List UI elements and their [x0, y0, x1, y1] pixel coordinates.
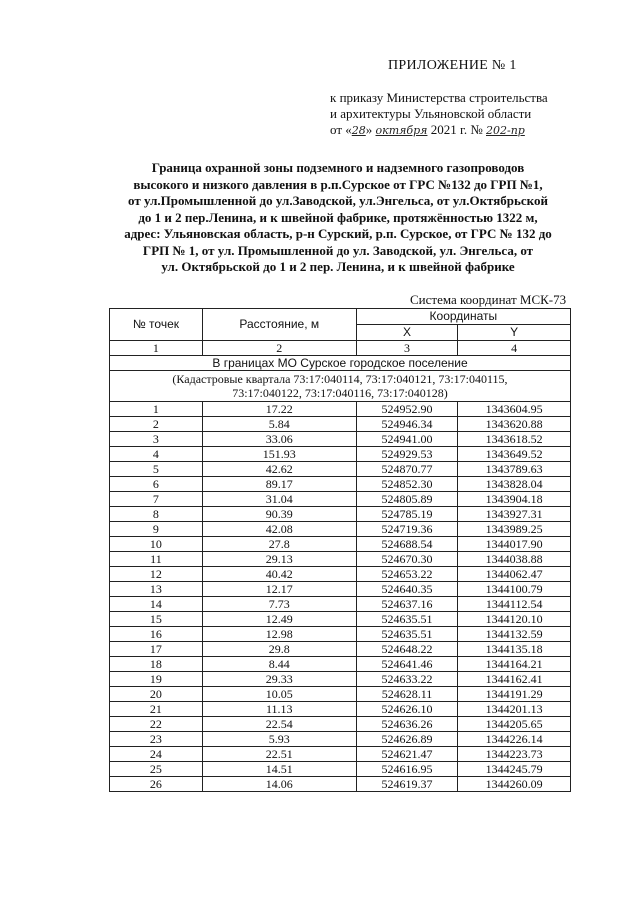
- header-y: Y: [458, 325, 571, 341]
- point-number: 7: [110, 492, 203, 507]
- table-row: [110, 597, 571, 612]
- table-row: [110, 687, 571, 702]
- point-number: 4: [110, 447, 203, 462]
- distance-value: 33.06: [202, 432, 356, 447]
- distance-value: 151.93: [202, 447, 356, 462]
- y-coordinate: 1344164.21: [458, 657, 571, 672]
- y-coordinate: 1343620.88: [458, 417, 571, 432]
- y-coordinate: 1344100.79: [458, 582, 571, 597]
- x-coordinate: 524640.35: [356, 582, 458, 597]
- title-line: высокого и низкого давления в р.п.Сурское от ГРС №132 до ГРП №1,: [133, 176, 543, 192]
- distance-value: 29.13: [202, 552, 356, 567]
- handwritten-number: 202-пр: [486, 124, 525, 137]
- table-row: [110, 732, 571, 747]
- title-line: от ул.Промышленной до ул.Заводской, ул.Энгельса, от ул.Октябрьской: [127, 193, 548, 208]
- x-coordinate: 524619.37: [356, 777, 458, 792]
- distance-value: 11.13: [202, 702, 356, 717]
- y-coordinate: 1343649.52: [458, 447, 571, 462]
- y-coordinate: 1344162.41: [458, 672, 571, 687]
- point-number: 24: [110, 747, 203, 762]
- x-coordinate: 524637.16: [356, 597, 458, 612]
- distance-value: 10.05: [202, 687, 356, 702]
- x-coordinate: 524653.22: [356, 567, 458, 582]
- handwritten-day: 28: [351, 124, 366, 137]
- distance-value: 31.04: [202, 492, 356, 507]
- x-coordinate: 524670.30: [356, 552, 458, 567]
- table-row: [110, 762, 571, 777]
- distance-value: 12.49: [202, 612, 356, 627]
- x-coordinate: 524626.10: [356, 702, 458, 717]
- point-number: 2: [110, 417, 203, 432]
- x-coordinate: 524941.00: [356, 432, 458, 447]
- x-coordinate: 524688.54: [356, 537, 458, 552]
- order-line-2: и архитектуры Ульяновской области: [330, 106, 532, 121]
- title-line: адрес: Ульяновская область, р-н Сурский, р.п. Сурское, от ГРС № 132 до: [124, 226, 552, 241]
- x-coordinate: 524621.47: [356, 747, 458, 762]
- point-number: 21: [110, 702, 203, 717]
- point-number: 22: [110, 717, 203, 732]
- point-number: 5: [110, 462, 203, 477]
- x-coordinate: 524946.34: [356, 417, 458, 432]
- point-number: 11: [110, 552, 203, 567]
- distance-value: 12.17: [202, 582, 356, 597]
- title-line: Граница охранной зоны подземного и надземного газопроводов: [151, 160, 525, 175]
- column-number: 2: [202, 341, 356, 356]
- date-year: 2021 г. №: [430, 122, 483, 137]
- point-number: 17: [110, 642, 203, 657]
- table-row: [110, 702, 571, 717]
- x-coordinate: 524852.30: [356, 477, 458, 492]
- point-number: 20: [110, 687, 203, 702]
- y-coordinate: 1344038.88: [458, 552, 571, 567]
- table-row: [110, 447, 571, 462]
- x-coordinate: 524616.95: [356, 762, 458, 777]
- point-number: 10: [110, 537, 203, 552]
- distance-value: 29.8: [202, 642, 356, 657]
- zone-row: В границах МО Сурское городское поселение: [110, 356, 571, 371]
- point-number: 19: [110, 672, 203, 687]
- table-row: [110, 582, 571, 597]
- distance-value: 29.33: [202, 672, 356, 687]
- y-coordinate: 1344135.18: [458, 642, 571, 657]
- table-row: [110, 477, 571, 492]
- x-coordinate: 524952.90: [356, 402, 458, 417]
- table-row: [110, 567, 571, 582]
- x-coordinate: 524635.51: [356, 612, 458, 627]
- y-coordinate: 1343828.04: [458, 477, 571, 492]
- y-coordinate: 1344132.59: [458, 627, 571, 642]
- distance-value: 5.84: [202, 417, 356, 432]
- cadastral-line: 73:17:040122, 73:17:040116, 73:17:040128): [232, 386, 448, 400]
- distance-value: 27.8: [202, 537, 356, 552]
- x-coordinate: 524633.22: [356, 672, 458, 687]
- x-coordinate: 524641.46: [356, 657, 458, 672]
- point-number: 14: [110, 597, 203, 612]
- x-coordinate: 524635.51: [356, 627, 458, 642]
- title-line: до 1 и 2 пер.Ленина, и к швейной фабрике, протяжённостью 1322 м,: [138, 209, 538, 225]
- point-number: 3: [110, 432, 203, 447]
- x-coordinate: 524719.36: [356, 522, 458, 537]
- distance-value: 42.08: [202, 522, 356, 537]
- y-coordinate: 1344017.90: [458, 537, 571, 552]
- point-number: 15: [110, 612, 203, 627]
- x-coordinate: 524805.89: [356, 492, 458, 507]
- point-number: 1: [110, 402, 203, 417]
- table-row: [110, 522, 571, 537]
- y-coordinate: 1343789.63: [458, 462, 571, 477]
- point-number: 16: [110, 627, 203, 642]
- table-row: [110, 552, 571, 567]
- header-distance: Расстояние, м: [202, 309, 356, 341]
- y-coordinate: 1344205.65: [458, 717, 571, 732]
- distance-value: 7.73: [202, 597, 356, 612]
- order-line-1: к приказу Министерства строительства: [330, 90, 548, 105]
- column-number: 3: [356, 341, 458, 356]
- date-prefix: от «: [330, 122, 352, 137]
- header-points: № точек: [110, 309, 203, 341]
- table-row: [110, 402, 571, 417]
- table-row: [110, 507, 571, 522]
- y-coordinate: 1344223.73: [458, 747, 571, 762]
- column-number: 1: [110, 341, 203, 356]
- distance-value: 22.54: [202, 717, 356, 732]
- x-coordinate: 524626.89: [356, 732, 458, 747]
- table-row: [110, 627, 571, 642]
- point-number: 9: [110, 522, 203, 537]
- y-coordinate: 1343604.95: [458, 402, 571, 417]
- point-number: 26: [110, 777, 203, 792]
- y-coordinate: 1344245.79: [458, 762, 571, 777]
- header-x: X: [356, 325, 458, 341]
- y-coordinate: 1344260.09: [458, 777, 571, 792]
- distance-value: 42.62: [202, 462, 356, 477]
- point-number: 13: [110, 582, 203, 597]
- date-mid: »: [365, 122, 373, 137]
- distance-value: 14.51: [202, 762, 356, 777]
- y-coordinate: 1344112.54: [458, 597, 571, 612]
- point-number: 25: [110, 762, 203, 777]
- x-coordinate: 524636.26: [356, 717, 458, 732]
- distance-value: 5.93: [202, 732, 356, 747]
- x-coordinate: 524870.77: [356, 462, 458, 477]
- table-row: [110, 432, 571, 447]
- distance-value: 40.42: [202, 567, 356, 582]
- table-row: [110, 672, 571, 687]
- distance-value: 14.06: [202, 777, 356, 792]
- distance-value: 8.44: [202, 657, 356, 672]
- appendix-heading: ПРИЛОЖЕНИЕ № 1: [388, 58, 517, 73]
- point-number: 18: [110, 657, 203, 672]
- cadastral-row: [110, 371, 571, 402]
- y-coordinate: 1343989.25: [458, 522, 571, 537]
- table-row: [110, 642, 571, 657]
- distance-value: 90.39: [202, 507, 356, 522]
- y-coordinate: 1343904.18: [458, 492, 571, 507]
- point-number: 12: [110, 567, 203, 582]
- table-row: [110, 717, 571, 732]
- table-row: [110, 537, 571, 552]
- handwritten-month: октября: [375, 124, 428, 137]
- document-title: [108, 160, 568, 276]
- table-row: [110, 777, 571, 792]
- header-coordinates: Координаты: [356, 309, 570, 325]
- x-coordinate: 524929.53: [356, 447, 458, 462]
- y-coordinate: 1343618.52: [458, 432, 571, 447]
- x-coordinate: 524628.11: [356, 687, 458, 702]
- distance-value: 12.98: [202, 627, 356, 642]
- point-number: 8: [110, 507, 203, 522]
- cadastral-line: (Кадастровые квартала 73:17:040114, 73:17:040121, 73:17:040115,: [172, 372, 508, 386]
- table-row: [110, 612, 571, 627]
- y-coordinate: 1344062.47: [458, 567, 571, 582]
- y-coordinate: 1343927.31: [458, 507, 571, 522]
- table-row: [110, 462, 571, 477]
- table-row: [110, 492, 571, 507]
- y-coordinate: 1344120.10: [458, 612, 571, 627]
- x-coordinate: 524648.22: [356, 642, 458, 657]
- title-line: ГРП № 1, от ул. Промышленной до ул. Заводской, ул. Энгельса, от: [142, 242, 534, 258]
- table-row: [110, 657, 571, 672]
- distance-value: 89.17: [202, 477, 356, 492]
- order-date-line: [330, 122, 570, 139]
- distance-value: 17.22: [202, 402, 356, 417]
- title-line: ул. Октябрьской до 1 и 2 пер. Ленина, и к швейной фабрике: [161, 259, 515, 274]
- point-number: 23: [110, 732, 203, 747]
- table-row: [110, 417, 571, 432]
- column-number: 4: [458, 341, 571, 356]
- distance-value: 22.51: [202, 747, 356, 762]
- y-coordinate: 1344226.14: [458, 732, 571, 747]
- table-row: [110, 747, 571, 762]
- coordinates-table: [109, 308, 571, 792]
- y-coordinate: 1344191.29: [458, 687, 571, 702]
- x-coordinate: 524785.19: [356, 507, 458, 522]
- order-reference: [330, 90, 570, 139]
- point-number: 6: [110, 477, 203, 492]
- y-coordinate: 1344201.13: [458, 702, 571, 717]
- coordinate-system-label: Система координат МСК-73: [410, 292, 567, 307]
